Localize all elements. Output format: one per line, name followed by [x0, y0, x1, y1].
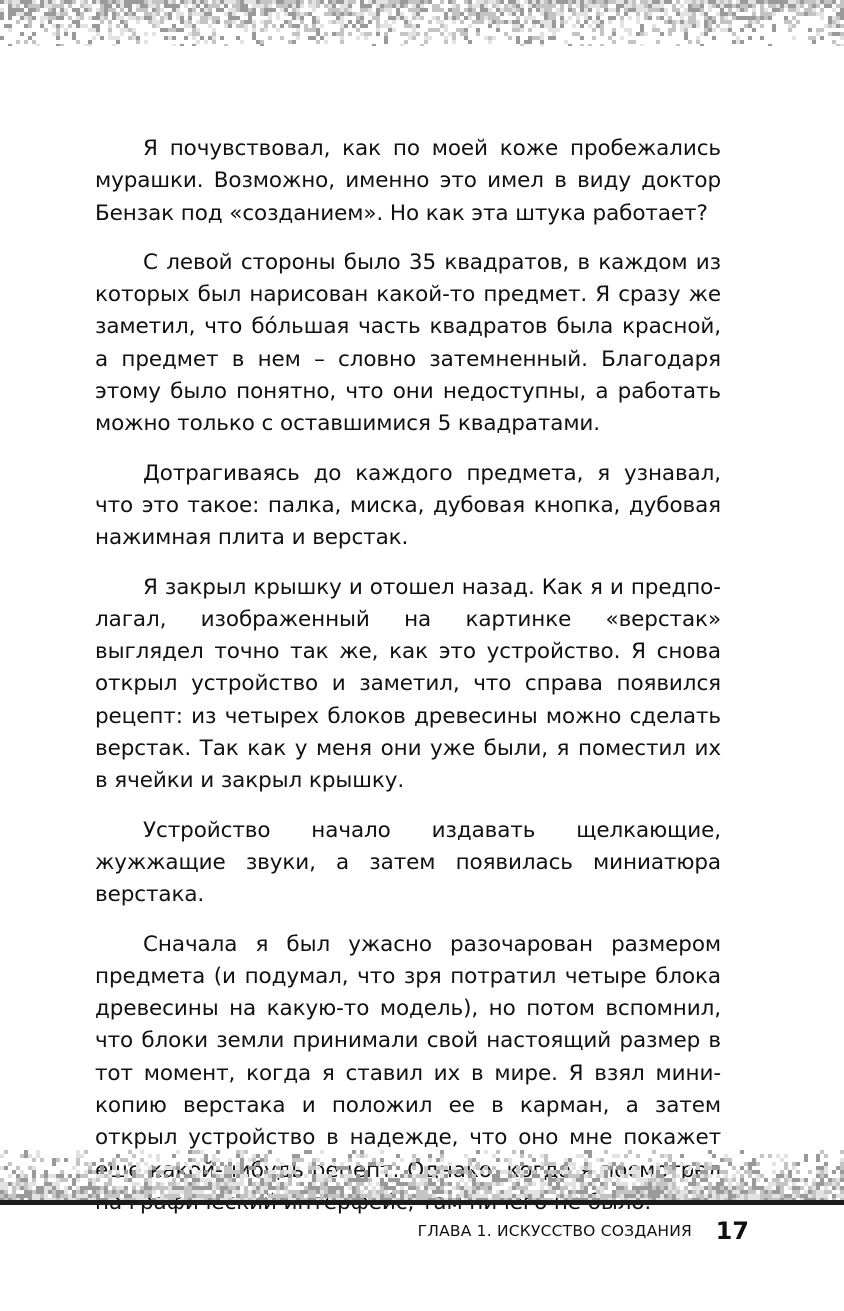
- paragraph-4: Я закрыл крышку и отошел назад. Как я и предполагал, изображенный на картинке «верстак» выглядел точно так же, как это устройство. Я снова открыл устройство и заметил, что справа появился рецепт: из четырех блоков древесины можно сделать верстак. Так как у меня они уже были, я поместил их в ячейки и закрыл крышку.: [95, 574, 721, 794]
- page-number: 17: [715, 1217, 749, 1245]
- page-footer: [0, 1219, 844, 1249]
- bottom-pixel-border: [0, 1150, 844, 1200]
- footer-rule: [0, 1200, 844, 1205]
- paragraph-5: Устройство начало издавать щелкающие, жужжащие звуки, а затем появилась миниатюра верстака.: [95, 817, 721, 908]
- paragraph-3: Дотрагиваясь до каждого предмета, я узнавал, что это такое: палка, миска, дубовая кнопка, дубовая нажимная плита и верстак.: [95, 460, 721, 551]
- running-head: ГЛАВА 1. ИСКУССТВО СОЗДАНИЯ: [417, 1222, 692, 1240]
- pixel-pattern-top: [0, 0, 844, 46]
- pixel-pattern-bottom: [0, 1150, 844, 1200]
- top-pixel-border: [0, 0, 844, 46]
- paragraph-1: Я почувствовал, как по моей коже пробежались мурашки. Возможно, именно это имел в виду доктор Бензак под «созданием». Но как эта штука работает?: [95, 136, 721, 226]
- body-text: [95, 133, 721, 1236]
- paragraph-2: С левой стороны было 35 квадратов, в каждом из которых был нарисован какой-то предмет. Я сразу же заметил, что бóльшая часть квадратов была красной, а предмет в нем – словно затемненный. Благодаря этому было понятно, что они недоступны, а работать можно только с оставшимися 5 квадратами.: [95, 249, 721, 437]
- paragraph-6: Сначала я был ужасно разочарован размером предмета (и подумал, что зря потратил четыре блока древесины на какую-то модель), но потом вспомнил, что блоки земли принимали свой настоящий размер в тот момент, когда я ставил их в мире. Я взял мини-копию верстака и положил ее в карман, а затем открыл устройство в надежде, что оно мне покажет рецепт. когда я посмотрел: [95, 931, 721, 1183]
